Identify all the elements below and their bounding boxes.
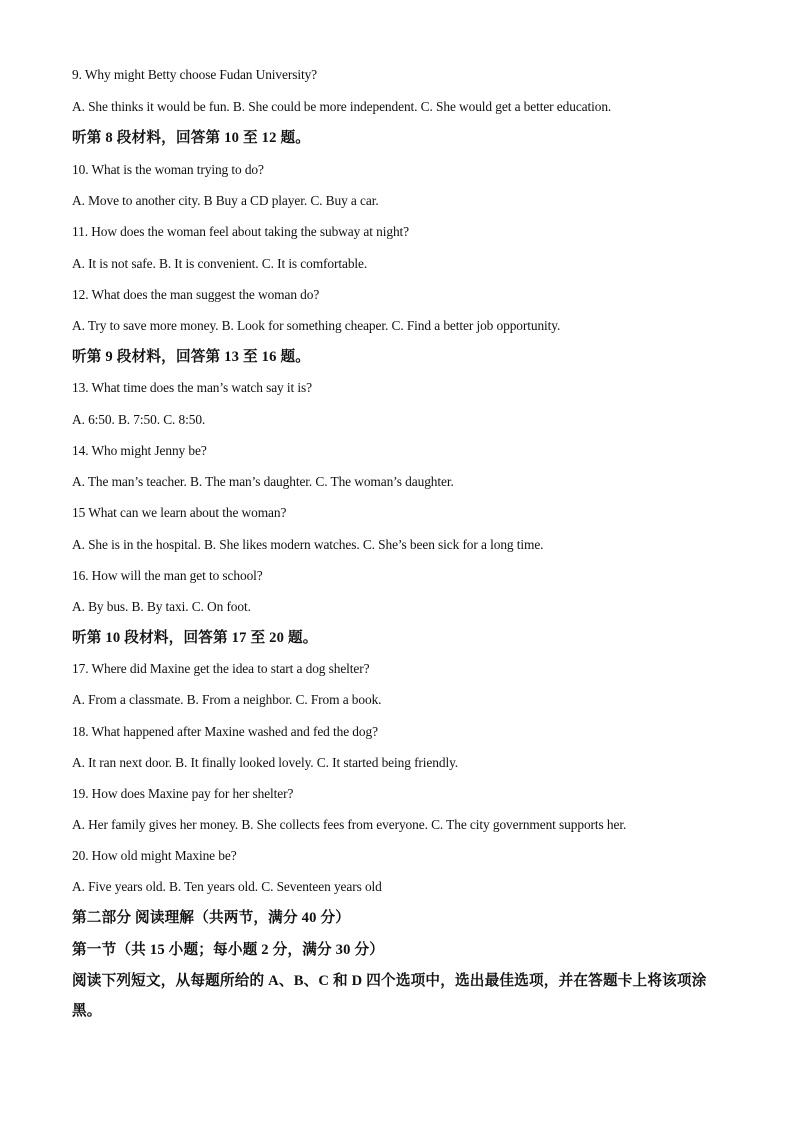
options-13: A. 6:50. B. 7:50. C. 8:50. [72,412,206,427]
options-14: A. The man’s teacher. B. The man’s daughter. C. The woman’s daughter. [72,474,454,489]
part-two-heading: 第二部分 阅读理解（共两节，满分 40 分） [72,910,351,926]
question-9: 9. Why might Betty choose Fudan University? [72,67,318,82]
question-10: 10. What is the woman trying to do? [72,162,264,177]
options-16: A. By bus. B. By taxi. C. On foot. [72,599,251,614]
section-heading-10: 听第 10 段材料，回答第 17 至 20 题。 [72,630,318,646]
options-11: A. It is not safe. B. It is convenient. C. It is comfortable. [72,256,368,271]
question-17: 17. Where did Maxine get the idea to start a dog shelter? [72,661,370,676]
options-19: A. Her family gives her money. B. She collects fees from everyone. C. The city government supports her. [72,817,627,832]
section-heading-8: 听第 8 段材料，回答第 10 至 12 题。 [72,130,311,146]
options-20: A. Five years old. B. Ten years old. C. Seventeen years old [72,879,382,894]
question-18: 18. What happened after Maxine washed and fed the dog? [72,724,378,739]
question-20: 20. How old might Maxine be? [72,848,237,863]
section-one-heading: 第一节（共 15 小题；每小题 2 分，满分 30 分） [72,942,385,958]
question-14: 14. Who might Jenny be? [72,443,207,458]
question-11: 11. How does the woman feel about taking the subway at night? [72,224,410,239]
options-17: A. From a classmate. B. From a neighbor. C. From a book. [72,692,382,707]
reading-instructions: 阅读下列短文，从每题所给的 A、B、C 和 D 四个选项中，选出最佳选项，并在答题卡上将该项涂黑。 [72,973,707,1019]
question-19: 19. How does Maxine pay for her shelter? [72,786,294,801]
options-12: A. Try to save more money. B. Look for something cheaper. C. Find a better job opportunity. [72,318,561,333]
question-15: 15 What can we learn about the woman? [72,505,287,520]
section-heading-9: 听第 9 段材料，回答第 13 至 16 题。 [72,349,311,365]
options-9: A. She thinks it would be fun. B. She could be more independent. C. She would get a better education. [72,99,612,114]
question-13: 13. What time does the man’s watch say it is? [72,380,312,395]
options-18: A. It ran next door. B. It finally looked lovely. C. It started being friendly. [72,755,459,770]
options-10: A. Move to another city. B Buy a CD player. C. Buy a car. [72,193,379,208]
options-15: A. She is in the hospital. B. She likes modern watches. C. She’s been sick for a long time. [72,537,544,552]
question-16: 16. How will the man get to school? [72,568,263,583]
question-12: 12. What does the man suggest the woman do? [72,287,320,302]
